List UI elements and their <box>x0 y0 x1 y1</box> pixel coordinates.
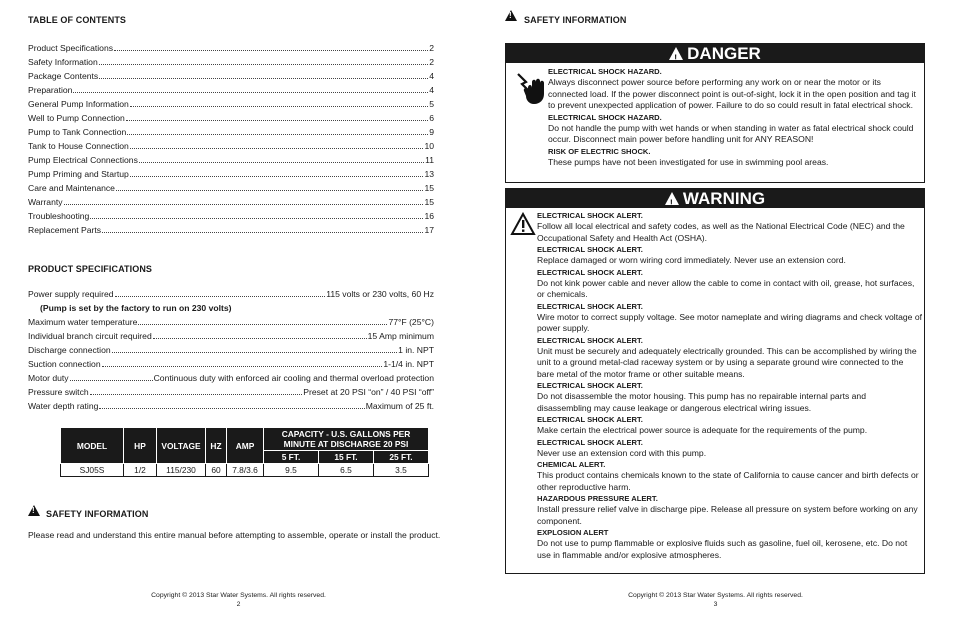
electric-shock-hand-icon <box>514 70 548 106</box>
spec-value: 77°F (25°C) <box>388 317 434 327</box>
th-voltage: VOLTAGE <box>157 428 206 464</box>
dot-leader <box>127 133 428 135</box>
toc-entry-label: Safety Information <box>28 57 98 67</box>
safety-title-left: SAFETY INFORMATION <box>46 509 149 519</box>
cell-15ft: 6.5 <box>319 464 374 477</box>
alert-heading: HAZARDOUS PRESSURE ALERT. <box>537 494 658 503</box>
th-15ft: 15 FT. <box>319 451 374 464</box>
spec-row <box>28 359 434 371</box>
alert-text: Make certain the electrical power source is adequate for the requirements of the pump. <box>537 425 868 435</box>
alert-text: Never use an extension cord with this pump. <box>537 447 707 458</box>
toc-title: TABLE OF CONTENTS <box>28 15 127 25</box>
cell-25ft: 3.5 <box>374 464 429 477</box>
alert-list <box>537 210 922 561</box>
alert-text: Do not kink power cable and never allow the cable to come in contact with oil, grease, hot surfaces, or chemicals. <box>537 277 915 299</box>
spec-note: (Pump is set by the factory to run on 230 volts) <box>40 303 232 313</box>
toc-entry-label: Well to Pump Connection <box>28 113 125 123</box>
alert-heading: ELECTRICAL SHOCK ALERT. <box>537 415 643 424</box>
spec-value: 1 in. NPT <box>398 345 434 355</box>
dot-leader <box>112 351 398 353</box>
toc-entry-page: 11 <box>425 155 434 165</box>
spec-row <box>28 345 434 357</box>
dot-leader <box>90 393 303 395</box>
alert-text: Always disconnect power source before performing any work on or near the motor or its connected load. If the power disconnect point is out-of-sight, lock it in the open position and tag it to prevent unexpected application of power. Failure to do so could result in fatal electrical shock. <box>548 77 916 110</box>
spec-title: PRODUCT SPECIFICATIONS <box>28 264 153 274</box>
toc-entry-page: 2 <box>429 43 434 53</box>
danger-label: DANGER <box>687 44 761 63</box>
spec-value: 115 volts or 230 volts, 60 Hz <box>326 289 434 299</box>
toc-entry-page: 17 <box>424 225 434 235</box>
dot-leader <box>130 105 428 107</box>
dot-leader <box>138 323 387 325</box>
cell-model: SJ05S <box>61 464 124 477</box>
warning-triangle-icon: ! <box>669 47 683 60</box>
alert-list <box>548 66 918 168</box>
toc-entry-page: 4 <box>429 85 434 95</box>
spec-row <box>28 387 434 399</box>
dot-leader <box>99 63 428 65</box>
warning-label: WARNING <box>682 189 766 208</box>
alert-text: Do not disassemble the motor housing. This pump has no repairable internal parts and disassembling may cause leakage or dangerous electrical wiring issues. <box>537 391 866 413</box>
dot-leader <box>130 175 424 177</box>
toc-entry[interactable] <box>28 169 434 181</box>
spec-row <box>28 373 434 385</box>
toc-entry[interactable] <box>28 183 434 195</box>
alert-text: This product contains chemicals known to the state of California to cause cancer and birth defects or other reproductive harm. <box>537 470 919 492</box>
dot-leader <box>99 407 364 409</box>
alert-text: Do not use to pump flammable or explosive fluids such as gasoline, fuel oil, kerosene, etc. Do not use in flammable and/or explosive atmospheres. <box>537 538 908 560</box>
cell-voltage: 115/230 <box>157 464 206 477</box>
spec-row <box>28 331 434 343</box>
warning-triangle-icon: ! <box>505 10 517 21</box>
alert-heading: ELECTRICAL SHOCK ALERT. <box>537 437 643 447</box>
toc-entry-label: Pump Electrical Connections <box>28 155 138 165</box>
alert-heading: ELECTRICAL SHOCK ALERT. <box>537 245 643 254</box>
footer-page-left: 2 <box>236 601 241 608</box>
th-capacity: CAPACITY - U.S. GALLONS PER MINUTE AT DISCHARGE 20 PSI <box>264 428 429 451</box>
safety-title-right: SAFETY INFORMATION <box>524 15 627 25</box>
cell-amp: 7.8/3.6 <box>227 464 264 477</box>
toc-entry-label: Tank to House Connection <box>28 141 129 151</box>
toc-entry-label: General Pump Information <box>28 99 129 109</box>
toc-entry[interactable] <box>28 57 434 69</box>
toc-entry-label: Preparation <box>28 85 73 95</box>
alert-heading: ELECTRICAL SHOCK ALERT. <box>537 335 643 345</box>
cell-hz: 60 <box>206 464 227 477</box>
toc-entry[interactable] <box>28 85 434 97</box>
toc-entry-page: 6 <box>429 113 434 123</box>
spec-value: Continuous duty with enforced air cooling and thermal overload protection <box>153 373 434 383</box>
alert-text: Do not handle the pump with wet hands or when standing in water as fatal electrical shock could occur. Disconnect main power before handling unit for ANY REASON! <box>548 122 914 144</box>
spec-value: 15 Amp minimum <box>367 331 434 341</box>
spec-value: Preset at 20 PSI “on” / 40 PSI “off” <box>303 387 434 397</box>
toc-entry[interactable] <box>28 141 434 153</box>
dot-leader <box>116 189 423 191</box>
dot-leader <box>153 337 367 339</box>
toc-entry[interactable] <box>28 211 434 223</box>
toc-entry-page: 15 <box>424 183 434 193</box>
dot-leader <box>102 365 383 367</box>
th-hp: HP <box>124 428 157 464</box>
alert-heading: ELECTRICAL SHOCK ALERT. <box>537 211 643 220</box>
toc-entry[interactable] <box>28 99 434 111</box>
toc-entry[interactable] <box>28 113 434 125</box>
spec-label: Pressure switch <box>28 387 89 397</box>
toc-entry[interactable] <box>28 155 434 167</box>
toc-entry-page: 2 <box>429 57 434 67</box>
right-page <box>477 0 954 618</box>
alert-text: Follow all local electrical and safety codes, as well as the National Electrical Code (NEC) and the Occupational Safety and Health Act (OSHA). <box>537 221 905 243</box>
dot-leader <box>139 161 424 163</box>
dot-leader <box>114 49 428 51</box>
toc-entry-label: Pump Priming and Startup <box>28 169 129 179</box>
toc-entry-page: 16 <box>424 211 434 221</box>
spec-label: Suction connection <box>28 359 101 369</box>
spec-row <box>28 289 434 301</box>
spec-label: Discharge connection <box>28 345 111 355</box>
toc-entry[interactable] <box>28 225 434 237</box>
alert-heading: ELECTRICAL SHOCK HAZARD. <box>548 67 662 76</box>
alert-text: These pumps have not been investigated for use in swimming pool areas. <box>548 156 829 167</box>
dot-leader <box>90 217 423 219</box>
warning-box <box>505 188 925 574</box>
toc-entry-label: Troubleshooting <box>28 211 90 221</box>
toc-entry-label: Replacement Parts <box>28 225 102 235</box>
safety-intro: Please read and understand this entire manual before attempting to assemble, operate or install the product. <box>28 530 441 540</box>
cell-5ft: 9.5 <box>264 464 319 477</box>
toc-entry-page: 4 <box>429 71 434 81</box>
dot-leader <box>102 231 423 233</box>
th-amp: AMP <box>227 428 264 464</box>
caution-triangle-icon <box>510 212 536 236</box>
spec-label: Power supply required <box>28 289 114 299</box>
spec-row <box>28 317 434 329</box>
toc-entry-label: Pump to Tank Connection <box>28 127 127 137</box>
spec-label: Maximum water temperature <box>28 317 138 327</box>
alert-text: Replace damaged or worn wiring cord immediately. Never use an extension cord. <box>537 255 846 265</box>
th-hz: HZ <box>206 428 227 464</box>
warning-triangle-icon: ! <box>665 192 679 205</box>
toc-entry-label: Package Contents <box>28 71 99 81</box>
toc-entry-page: 9 <box>429 127 434 137</box>
alert-heading: ELECTRICAL SHOCK HAZARD. <box>548 112 662 122</box>
th-model: MODEL <box>61 428 124 464</box>
alert-heading: CHEMICAL ALERT. <box>537 460 606 469</box>
dot-leader <box>73 91 428 93</box>
toc-entry-label: Warranty <box>28 197 63 207</box>
alert-text: Install pressure relief valve in discharge pipe. Release all pressure on system before working on any component. <box>537 504 918 526</box>
alert-heading: ELECTRICAL SHOCK ALERT. <box>537 267 643 277</box>
alert-text: Wire motor to correct supply voltage. See motor nameplate and wiring diagrams and check voltage of power supply. <box>537 311 922 333</box>
spec-value: Maximum of 25 ft. <box>365 401 434 411</box>
dot-leader <box>126 119 428 121</box>
th-25ft: 25 FT. <box>374 451 429 464</box>
alert-heading: ELECTRICAL SHOCK ALERT. <box>537 301 643 311</box>
spec-table <box>60 427 429 477</box>
spec-value: 1-1/4 in. NPT <box>383 359 434 369</box>
dot-leader <box>99 77 428 79</box>
dot-leader <box>64 203 424 205</box>
cell-hp: 1/2 <box>124 464 157 477</box>
footer-copyright-right: Copyright © 2013 Star Water Systems. All rights reserved. <box>628 592 803 599</box>
dot-leader <box>70 379 153 381</box>
danger-box <box>505 43 925 183</box>
warning-triangle-icon: ! <box>28 505 40 516</box>
spec-label: Water depth rating <box>28 401 99 411</box>
toc-entry-label: Care and Maintenance <box>28 183 115 193</box>
toc-entry-page: 13 <box>424 169 434 179</box>
toc-entry-page: 5 <box>429 99 434 109</box>
spec-label: Individual branch circuit required <box>28 331 152 341</box>
dot-leader <box>115 295 326 297</box>
toc-entry-page: 10 <box>424 141 434 151</box>
spec-label: Motor duty <box>28 373 69 383</box>
th-5ft: 5 FT. <box>264 451 319 464</box>
toc-entry-label: Product Specifications <box>28 43 114 53</box>
footer-copyright-left: Copyright © 2013 Star Water Systems. All rights reserved. <box>151 592 326 599</box>
toc-entry[interactable] <box>28 71 434 83</box>
toc-entry[interactable] <box>28 127 434 139</box>
warning-banner <box>506 189 924 208</box>
toc-entry-page: 15 <box>424 197 434 207</box>
dot-leader <box>130 147 424 149</box>
footer-page-right: 3 <box>713 601 718 608</box>
alert-text: Unit must be securely and adequately electrically grounded. This can be accomplished by wiring the unit to a ground metal-clad raceway system or by using a separate ground wire connected to the bare metal of the motor frame or other suitable means. <box>537 345 917 379</box>
toc-entry[interactable] <box>28 197 434 209</box>
alert-heading: RISK OF ELECTRIC SHOCK. <box>548 146 651 156</box>
alert-heading: ELECTRICAL SHOCK ALERT. <box>537 381 643 390</box>
spec-row <box>28 401 434 413</box>
table-row <box>61 464 429 477</box>
danger-banner <box>506 44 924 63</box>
toc-entry[interactable] <box>28 43 434 55</box>
alert-heading: EXPLOSION ALERT <box>537 528 609 537</box>
